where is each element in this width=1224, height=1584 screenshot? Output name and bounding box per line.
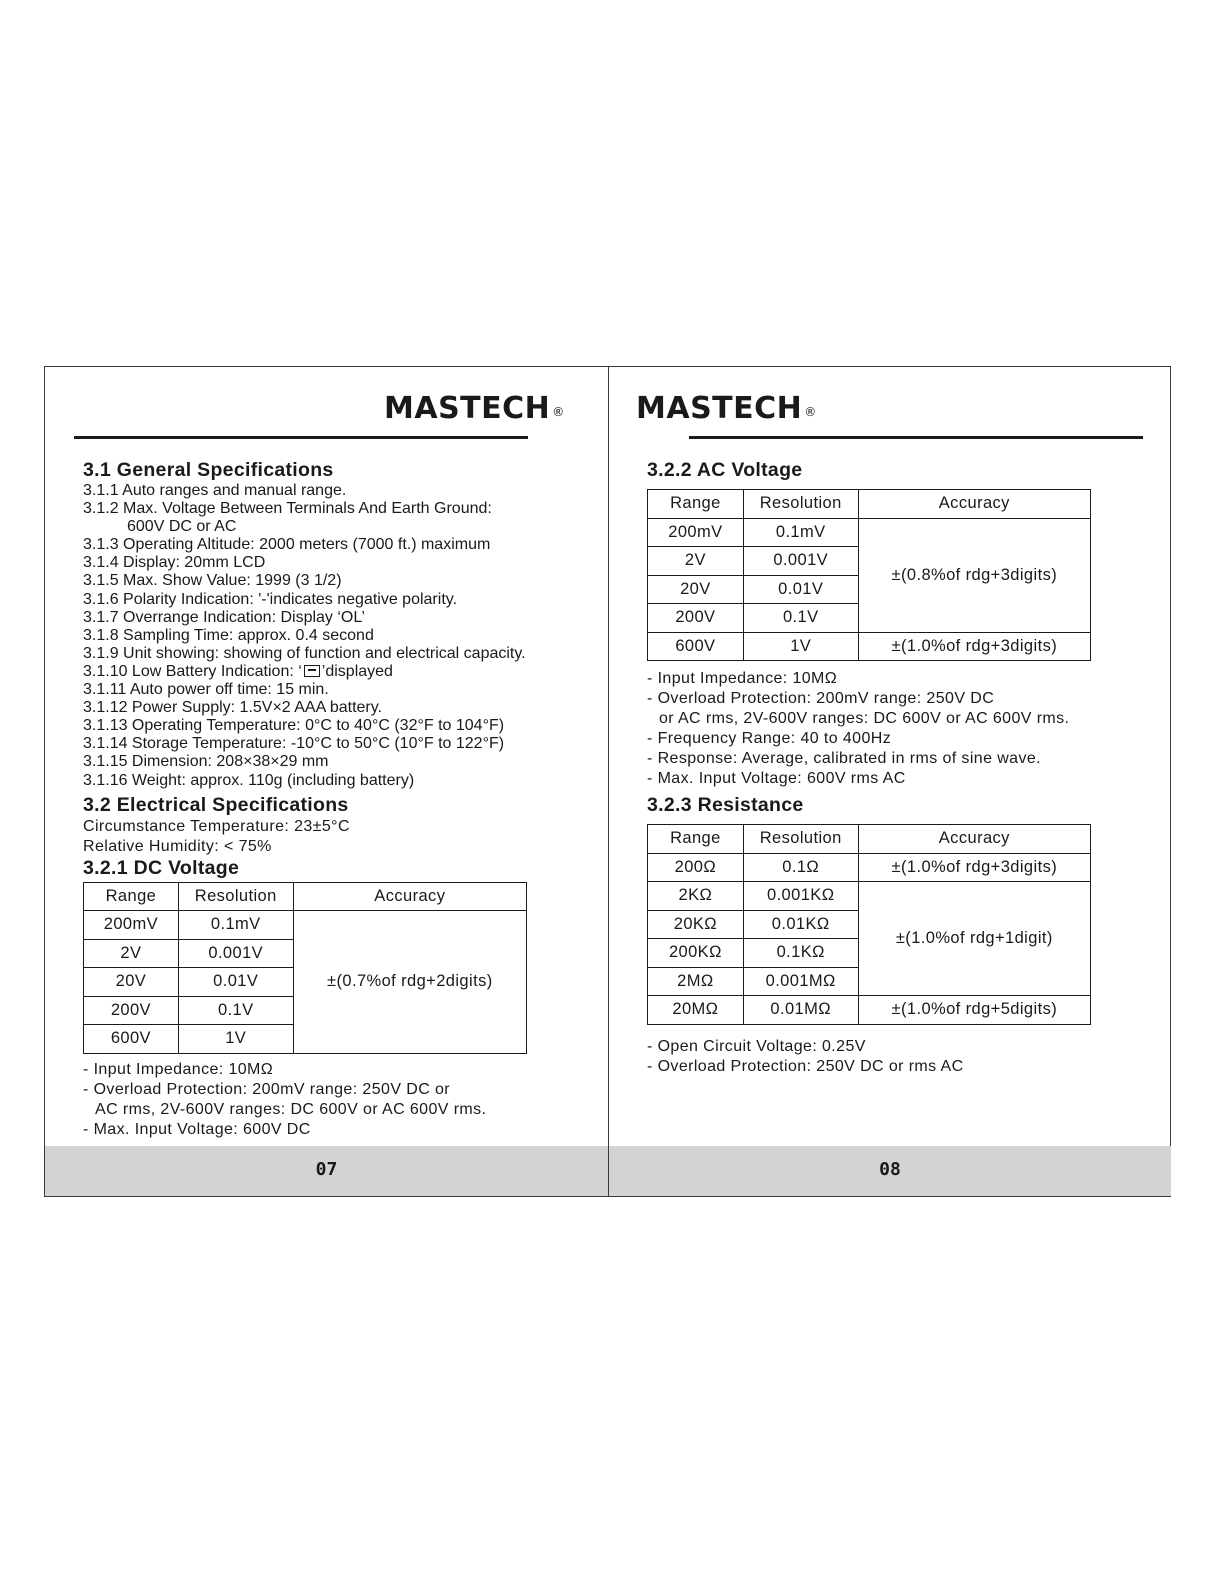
page-number: 07	[315, 1159, 338, 1180]
accuracy-cell: ±(1.0%of rdg+1digit)	[858, 882, 1090, 996]
table-header-row	[648, 490, 1091, 519]
resolution-cell: 0.001V	[743, 547, 858, 576]
resolution-cell: 0.1mV	[743, 518, 858, 547]
range-cell: 200Ω	[648, 853, 744, 882]
header-rule	[74, 436, 528, 439]
table-row	[648, 996, 1091, 1025]
resolution-cell: 0.001KΩ	[743, 882, 858, 911]
general-specs-title: 3.1 General Specifications	[83, 459, 334, 481]
spec-item: 3.1.16 Weight: approx. 110g (including battery)	[83, 771, 415, 789]
note-item: or AC rms, 2V-600V ranges: DC 600V or AC 600V rms.	[659, 710, 1070, 727]
note-item: - Overload Protection: 250V DC or rms AC	[647, 1057, 964, 1075]
brand-logo: MASTECH ®	[384, 391, 565, 426]
page-number: 08	[879, 1159, 901, 1180]
header-accuracy: Accuracy	[858, 490, 1090, 519]
resolution-cell: 0.01KΩ	[743, 910, 858, 939]
table-row	[648, 853, 1091, 882]
dc-voltage-notes	[83, 1060, 603, 1140]
left-content	[83, 458, 603, 1140]
accuracy-cell: ±(1.0%of rdg+5digits)	[858, 996, 1090, 1025]
table-row	[648, 518, 1091, 547]
range-cell: 600V	[84, 1025, 179, 1054]
spec-item: 3.1.8 Sampling Time: approx. 0.4 second	[83, 626, 374, 644]
spec-item: 3.1.1 Auto ranges and manual range.	[83, 482, 347, 499]
resolution-cell: 0.1V	[743, 604, 858, 633]
note-item: - Max. Input Voltage: 600V rms AC	[647, 770, 906, 787]
header-range: Range	[84, 882, 179, 911]
note-item: AC rms, 2V-600V ranges: DC 600V or AC 600V rms.	[95, 1100, 487, 1118]
spec-item: 3.1.9 Unit showing: showing of function and electrical capacity.	[83, 644, 526, 662]
note-item: - Response: Average, calibrated in rms of sine wave.	[647, 750, 1042, 767]
spec-item: 3.1.5 Max. Show Value: 1999 (3 1/2)	[83, 572, 342, 590]
battery-icon	[304, 665, 320, 677]
table-row	[648, 632, 1091, 661]
spec-item: 3.1.3 Operating Altitude: 2000 meters (7000 ft.) maximum	[83, 536, 491, 554]
ac-voltage-title: 3.2.2 AC Voltage	[647, 459, 803, 481]
resolution-cell: 1V	[178, 1025, 293, 1054]
resolution-cell: 0.01V	[743, 575, 858, 604]
note-item: - Frequency Range: 40 to 400Hz	[647, 730, 892, 747]
note-item: - Open Circuit Voltage: 0.25V	[647, 1037, 866, 1055]
range-cell: 2MΩ	[648, 967, 744, 996]
note-item: - Overload Protection: 200mV range: 250V DC or	[83, 1080, 451, 1098]
table-row	[648, 882, 1091, 911]
range-cell: 200KΩ	[648, 939, 744, 968]
resolution-cell: 0.001MΩ	[743, 967, 858, 996]
header-rule	[689, 436, 1143, 439]
accuracy-cell: ±(1.0%of rdg+3digits)	[858, 632, 1090, 661]
range-cell: 20V	[84, 968, 179, 997]
condition-humidity: Relative Humidity: < 75%	[83, 837, 272, 855]
header-accuracy: Accuracy	[858, 825, 1090, 854]
header-resolution: Resolution	[178, 882, 293, 911]
range-cell: 200mV	[84, 911, 179, 940]
resolution-cell: 0.01MΩ	[743, 996, 858, 1025]
header-range: Range	[648, 825, 744, 854]
condition-temperature: Circumstance Temperature: 23±5°C	[83, 817, 350, 835]
range-cell: 20V	[648, 575, 744, 604]
resistance-notes	[647, 1037, 1162, 1077]
brand-logo: MASTECH ®	[636, 391, 817, 426]
spec-item: 3.1.2 Max. Voltage Between Terminals And Earth Ground:	[83, 500, 492, 518]
spec-item: 3.1.14 Storage Temperature: -10°C to 50°C (10°F to 122°F)	[83, 735, 505, 753]
electrical-specs-title: 3.2 Electrical Specifications	[83, 793, 349, 816]
left-page	[45, 367, 608, 1196]
dc-voltage-title: 3.2.1 DC Voltage	[83, 856, 240, 879]
page-footer	[609, 1146, 1171, 1196]
spec-item: 3.1.11 Auto power off time: 15 min.	[83, 681, 329, 699]
range-cell: 2KΩ	[648, 882, 744, 911]
note-item: - Overload Protection: 200mV range: 250V DC	[647, 690, 995, 707]
right-page	[609, 367, 1171, 1196]
header-resolution: Resolution	[743, 490, 858, 519]
range-cell: 600V	[648, 632, 744, 661]
right-content	[647, 458, 1162, 1077]
resistance-title: 3.2.3 Resistance	[647, 794, 804, 816]
resolution-cell: 1V	[743, 632, 858, 661]
accuracy-cell: ±(0.7%of rdg+2digits)	[293, 911, 526, 1054]
resolution-cell: 0.1Ω	[743, 853, 858, 882]
resolution-cell: 0.1KΩ	[743, 939, 858, 968]
spec-item: 3.1.12 Power Supply: 1.5V×2 AAA battery.	[83, 699, 383, 717]
table-row	[84, 911, 527, 940]
resolution-cell: 0.001V	[178, 939, 293, 968]
spec-item-low-battery: 3.1.10 Low Battery Indication: ‘ ’displayed	[83, 662, 393, 680]
range-cell: 20MΩ	[648, 996, 744, 1025]
table-header-row	[648, 825, 1091, 854]
range-cell: 200V	[84, 996, 179, 1025]
header-accuracy: Accuracy	[293, 882, 526, 911]
resolution-cell: 0.1mV	[178, 911, 293, 940]
resolution-cell: 0.1V	[178, 996, 293, 1025]
spec-item: 3.1.7 Overrange Indication: Display ‘OL’	[83, 608, 365, 626]
note-item: - Input Impedance: 10MΩ	[647, 670, 838, 687]
spec-item: 600V DC or AC	[127, 518, 237, 536]
header-resolution: Resolution	[743, 825, 858, 854]
resolution-cell: 0.01V	[178, 968, 293, 997]
table-header-row	[84, 882, 527, 911]
ac-voltage-notes	[647, 669, 1162, 789]
range-cell: 200V	[648, 604, 744, 633]
range-cell: 2V	[84, 939, 179, 968]
spec-item: 3.1.6 Polarity Indication: '-'indicates negative polarity.	[83, 590, 458, 608]
range-cell: 20KΩ	[648, 910, 744, 939]
spec-item: 3.1.4 Display: 20mm LCD	[83, 554, 266, 572]
spec-item: 3.1.13 Operating Temperature: 0°C to 40°C (32°F to 104°F)	[83, 717, 505, 735]
range-cell: 200mV	[648, 518, 744, 547]
header-range: Range	[648, 490, 744, 519]
page-footer	[45, 1146, 608, 1196]
accuracy-cell: ±(0.8%of rdg+3digits)	[858, 518, 1090, 632]
spec-item: 3.1.15 Dimension: 208×38×29 mm	[83, 753, 329, 771]
range-cell: 2V	[648, 547, 744, 576]
ac-voltage-table	[647, 489, 1091, 661]
note-item: - Max. Input Voltage: 600V DC	[83, 1120, 311, 1138]
resistance-table	[647, 824, 1091, 1025]
manual-spread	[44, 366, 1171, 1197]
note-item: - Input Impedance: 10MΩ	[83, 1060, 274, 1078]
accuracy-cell: ±(1.0%of rdg+3digits)	[858, 853, 1090, 882]
dc-voltage-table	[83, 882, 527, 1054]
general-specs-list	[83, 482, 603, 790]
